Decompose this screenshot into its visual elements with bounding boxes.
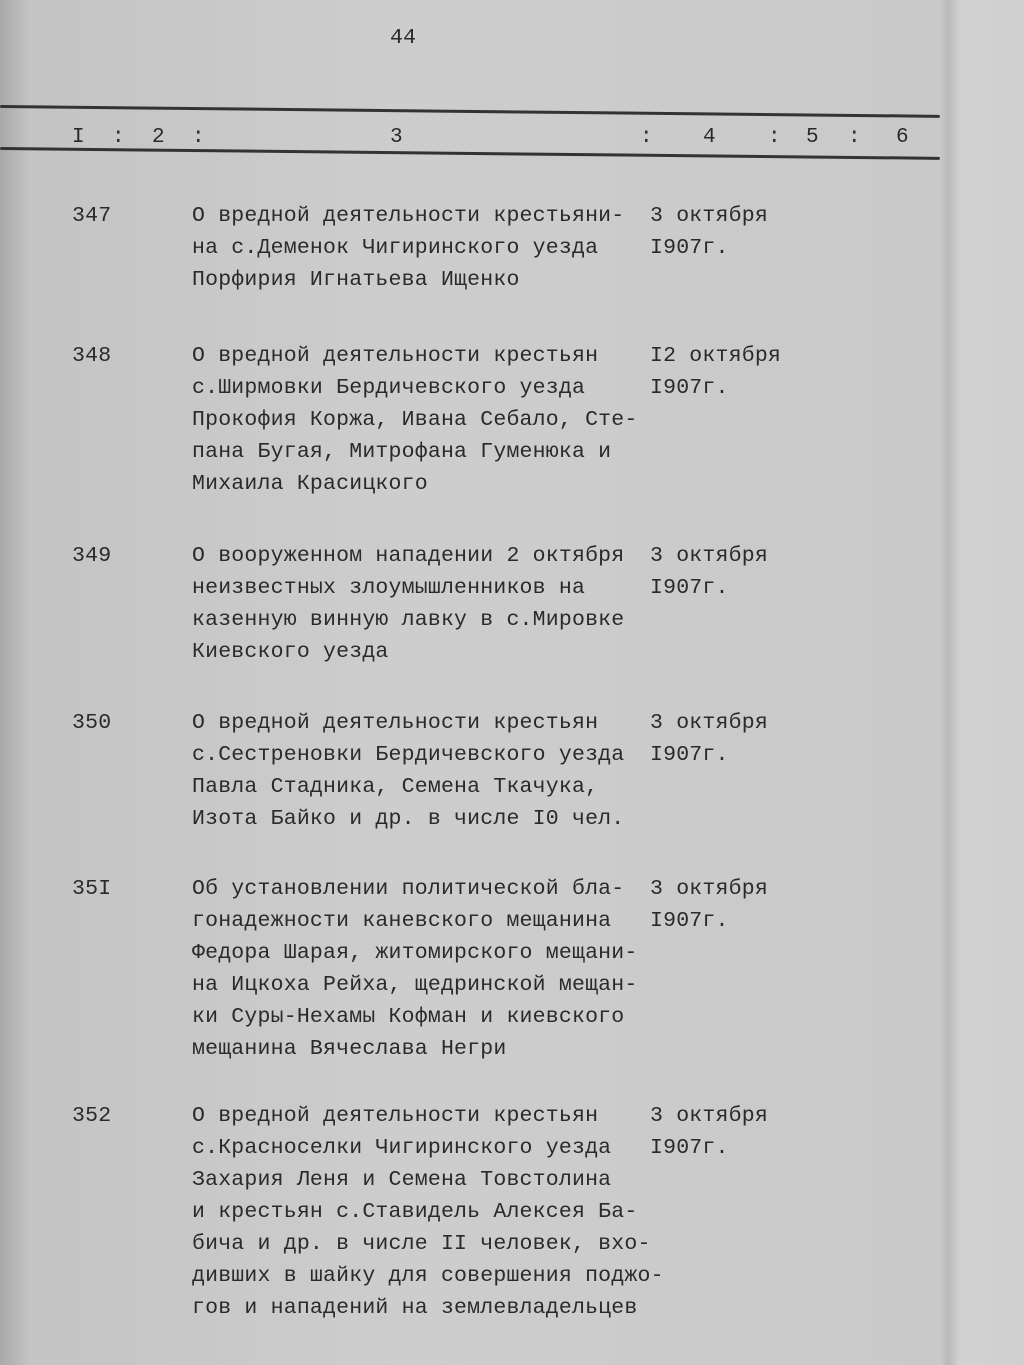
description-line: О вредной деятельности крестьян (192, 1104, 599, 1128)
description-line: Михаила Красицкого (192, 472, 428, 496)
date-line: I907г. (650, 1136, 729, 1160)
entry-date (650, 873, 768, 937)
description-line: на с.Деменок Чигиринского уезда (192, 236, 599, 260)
date-line: 3 октября (650, 204, 768, 228)
separator: : (768, 126, 781, 149)
entry-description (192, 1100, 664, 1324)
date-line: 3 октября (650, 711, 768, 735)
description-line: гонадежности каневского мещанина (192, 909, 612, 933)
entry-number: 35I (72, 877, 112, 901)
description-line: О вредной деятельности крестьяни- (192, 204, 625, 228)
date-line: I907г. (650, 576, 729, 600)
header-top-rule (0, 105, 940, 118)
description-line: О вооруженном нападении 2 октября (192, 544, 625, 568)
description-line: О вредной деятельности крестьян (192, 344, 599, 368)
date-line: I2 октября (650, 344, 782, 368)
separator: : (640, 126, 653, 149)
description-line: неизвестных злоумышленников на (192, 576, 586, 600)
description-line: О вредной деятельности крестьян (192, 711, 599, 735)
entry-number: 352 (72, 1104, 112, 1128)
description-line: бича и др. в числе II человек, вхо- (192, 1232, 651, 1256)
entry-description (192, 540, 624, 668)
entry-number: 350 (72, 711, 112, 735)
separator: : (848, 126, 861, 149)
column-4: 4 (703, 126, 716, 149)
entry-date (650, 200, 768, 264)
entry-date (650, 540, 768, 604)
description-line: Изота Байко и др. в числе I0 чел. (192, 807, 625, 831)
column-3: 3 (390, 126, 403, 149)
description-line: и крестьян с.Ставидель Алексея Ба- (192, 1200, 638, 1224)
page-number: 44 (390, 26, 417, 50)
column-5: 5 (806, 126, 819, 149)
description-line: ки Суры-Нехамы Кофман и киевского (192, 1005, 625, 1029)
description-line: на Ицкоха Рейха, щедринской мещан- (192, 973, 638, 997)
entry-description (192, 340, 637, 500)
column-1: I (72, 126, 85, 149)
column-2: 2 (152, 126, 165, 149)
description-line: Захария Леня и Семена Товстолина (192, 1168, 612, 1192)
description-line: Павла Стадника, Семена Ткачука, (192, 775, 599, 799)
description-line: с.Ширмовки Бердичевского уезда (192, 376, 586, 400)
description-line: Порфирия Игнатьева Ищенко (192, 268, 520, 292)
separator: : (112, 126, 125, 149)
description-line: Прокофия Коржа, Ивана Себало, Сте- (192, 408, 638, 432)
description-line: с.Красноселки Чигиринского уезда (192, 1136, 612, 1160)
date-line: 3 октября (650, 877, 768, 901)
header-bottom-rule (0, 147, 940, 160)
date-line: I907г. (650, 743, 729, 767)
description-line: казенную винную лавку в с.Мировке (192, 608, 625, 632)
date-line: 3 октября (650, 1104, 768, 1128)
entry-date (650, 707, 768, 771)
description-line: пана Бугая, Митрофана Гуменюка и (192, 440, 612, 464)
date-line: I907г. (650, 376, 729, 400)
entry-date (650, 1100, 768, 1164)
description-line: Киевского уезда (192, 640, 389, 664)
description-line: гов и нападений на землевладельцев (192, 1296, 638, 1320)
entry-description (192, 200, 624, 296)
entry-number: 348 (72, 344, 112, 368)
entry-number: 349 (72, 544, 112, 568)
entry-date (650, 340, 781, 404)
separator: : (192, 126, 205, 149)
column-6: 6 (896, 126, 909, 149)
description-line: мещанина Вячеслава Негри (192, 1037, 507, 1061)
entry-description (192, 707, 624, 835)
entry-number: 347 (72, 204, 112, 228)
description-line: с.Сестреновки Бердичевского уезда (192, 743, 625, 767)
date-line: I907г. (650, 236, 729, 260)
description-line: Об установлении политической бла- (192, 877, 625, 901)
description-line: дивших в шайку для совершения поджо- (192, 1264, 664, 1288)
date-line: 3 октября (650, 544, 768, 568)
date-line: I907г. (650, 909, 729, 933)
entry-description (192, 873, 637, 1065)
description-line: Федора Шарая, житомирского мещани- (192, 941, 638, 965)
